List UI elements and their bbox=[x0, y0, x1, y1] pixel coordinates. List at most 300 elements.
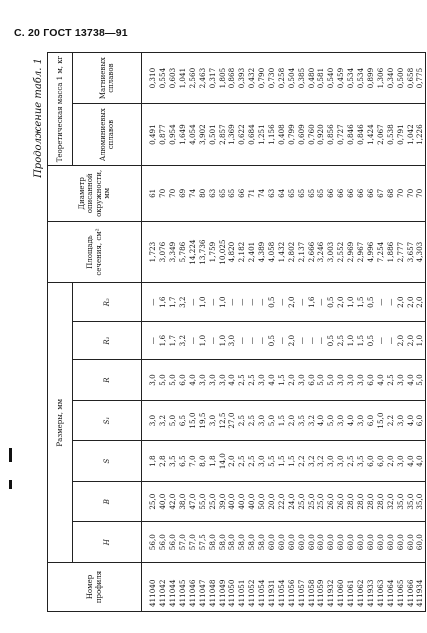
table-cell: 60,0 bbox=[356, 522, 366, 563]
table-cell: 68 bbox=[385, 165, 395, 221]
table-cell: 1,0 bbox=[415, 321, 425, 359]
table-cell: 39,0 bbox=[217, 481, 227, 522]
table-cell: 4,0 bbox=[316, 400, 326, 441]
table-cell: — bbox=[207, 283, 217, 321]
table-cell: 6,0 bbox=[366, 441, 376, 482]
table-cell: 4,0 bbox=[375, 360, 385, 401]
table-cell: 2,0 bbox=[286, 360, 296, 401]
table-cell: 26,0 bbox=[336, 481, 346, 522]
table-cell: 4,0 bbox=[405, 360, 415, 401]
table-cell: 1,042 bbox=[405, 104, 415, 166]
table-cell: — bbox=[247, 321, 257, 359]
table-cell: 2,137 bbox=[296, 221, 306, 283]
table-cell: 5,786 bbox=[178, 221, 188, 283]
table-cell: 0,5 bbox=[267, 321, 277, 359]
table-cell: 2,067 bbox=[375, 104, 385, 166]
table-cell: 4,820 bbox=[227, 221, 237, 283]
table-cell: 2,0 bbox=[286, 283, 296, 321]
table-cell: 63 bbox=[267, 165, 277, 221]
table-row bbox=[316, 53, 326, 612]
table-cell: 15,0 bbox=[375, 400, 385, 441]
table-row bbox=[188, 53, 198, 612]
table-cell: 3,0 bbox=[395, 360, 405, 401]
table-cell: 2,0 bbox=[286, 321, 296, 359]
table-cell: 4,0 bbox=[405, 441, 415, 482]
table-cell: 1,424 bbox=[366, 104, 376, 166]
table-cell: — bbox=[375, 283, 385, 321]
profile-number-cell: 411054 bbox=[277, 562, 287, 611]
table-cell: 60,0 bbox=[316, 522, 326, 563]
table-row bbox=[277, 53, 287, 612]
table-cell: 3,2 bbox=[306, 400, 316, 441]
table-cell: 2,5 bbox=[247, 360, 257, 401]
table-cell: 2,0 bbox=[286, 400, 296, 441]
table-cell: 0,877 bbox=[158, 104, 168, 166]
table-cell: 0,385 bbox=[296, 53, 306, 104]
table-cell: 25,0 bbox=[207, 481, 217, 522]
table-cell: 60,0 bbox=[286, 522, 296, 563]
table-cell: 3,5 bbox=[168, 441, 178, 482]
table-cell: 1,226 bbox=[415, 104, 425, 166]
table-cell: 5,0 bbox=[267, 400, 277, 441]
table-cell: 2,5 bbox=[247, 441, 257, 482]
table-cell: 2,5 bbox=[237, 441, 247, 482]
table-cell: 0,5 bbox=[326, 321, 336, 359]
table-cell: 70 bbox=[168, 165, 178, 221]
table-cell: 2,2 bbox=[296, 441, 306, 482]
table-cell: — bbox=[277, 321, 287, 359]
table-cell: 60,0 bbox=[336, 522, 346, 563]
table-cell: 0,775 bbox=[415, 53, 425, 104]
table-cell: 0,432 bbox=[247, 53, 257, 104]
header-area: Площадь сечения, см² bbox=[48, 221, 142, 283]
table-cell: 2,2 bbox=[385, 400, 395, 441]
profile-number-cell: 411066 bbox=[405, 562, 415, 611]
table-cell: 1,6 bbox=[158, 321, 168, 359]
table-cell: 2,802 bbox=[286, 221, 296, 283]
profile-number-cell: 411048 bbox=[207, 562, 217, 611]
table-cell: 1,0 bbox=[197, 283, 207, 321]
table-cell: 6,0 bbox=[366, 360, 376, 401]
table-cell: 6,0 bbox=[306, 360, 316, 401]
table-row bbox=[356, 53, 366, 612]
table-cell: 2,0 bbox=[405, 321, 415, 359]
table-cell: 4,0 bbox=[405, 400, 415, 441]
table-cell: 3,0 bbox=[346, 360, 356, 401]
table-cell: 4,996 bbox=[366, 221, 376, 283]
table-cell: — bbox=[257, 321, 267, 359]
table-cell: 5,0 bbox=[316, 360, 326, 401]
profile-number-cell: 411045 bbox=[178, 562, 188, 611]
table-cell: 0,500 bbox=[395, 53, 405, 104]
rotated-table-block bbox=[30, 52, 425, 612]
table-cell: 2,0 bbox=[227, 441, 237, 482]
table-cell: 4,303 bbox=[415, 221, 425, 283]
table-cell: 1,0 bbox=[217, 283, 227, 321]
table-cell: 28,0 bbox=[346, 481, 356, 522]
table-cell: 42,0 bbox=[168, 481, 178, 522]
table-cell: 0,856 bbox=[326, 104, 336, 166]
table-row bbox=[237, 53, 247, 612]
table-cell: 28,0 bbox=[375, 481, 385, 522]
table-cell: 1,0 bbox=[346, 283, 356, 321]
table-cell: 66 bbox=[336, 165, 346, 221]
table-cell: 22,0 bbox=[277, 481, 287, 522]
table-cell: — bbox=[247, 283, 257, 321]
table-cell: 0,799 bbox=[286, 104, 296, 166]
table-cell: 0,609 bbox=[296, 104, 306, 166]
profile-number-cell: 411063 bbox=[375, 562, 385, 611]
table-cell: — bbox=[316, 321, 326, 359]
table-cell: 4,0 bbox=[415, 441, 425, 482]
table-cell: 1,7 bbox=[168, 321, 178, 359]
table-cell: 25,0 bbox=[316, 481, 326, 522]
table-cell: 0,727 bbox=[336, 104, 346, 166]
table-cell: 6,0 bbox=[415, 400, 425, 441]
table-cell: 6,0 bbox=[366, 400, 376, 441]
table-cell: 55,0 bbox=[197, 481, 207, 522]
table-cell: 35,0 bbox=[405, 481, 415, 522]
table-row bbox=[142, 53, 158, 612]
table-cell: — bbox=[188, 321, 198, 359]
table-cell: 0,317 bbox=[207, 53, 217, 104]
table-cell: 2,401 bbox=[247, 221, 257, 283]
table-row bbox=[296, 53, 306, 612]
table-cell: 2,967 bbox=[356, 221, 366, 283]
table-cell: 1,8 bbox=[142, 441, 158, 482]
table-cell: 1,0 bbox=[346, 321, 356, 359]
table-cell: 1,5 bbox=[356, 321, 366, 359]
table-cell: 0,459 bbox=[336, 53, 346, 104]
profile-number-cell: 411040 bbox=[142, 562, 158, 611]
table-cell: 28,0 bbox=[366, 481, 376, 522]
header-profile-no: Номер профиля bbox=[48, 562, 142, 611]
table-cell: 0,684 bbox=[247, 104, 257, 166]
table-row bbox=[326, 53, 336, 612]
table-cell: 60,0 bbox=[326, 522, 336, 563]
table-cell: 63 bbox=[207, 165, 217, 221]
table-cell: 4,0 bbox=[227, 360, 237, 401]
table-cell: 56,0 bbox=[142, 522, 158, 563]
table-cell: 80 bbox=[197, 165, 207, 221]
table-cell: 3,0 bbox=[257, 441, 267, 482]
table-cell: 61 bbox=[142, 165, 158, 221]
table-cell: 6,0 bbox=[375, 441, 385, 482]
table-cell: 2,5 bbox=[385, 360, 395, 401]
table-cell: 4,0 bbox=[188, 360, 198, 401]
table-cell: 1,759 bbox=[207, 221, 217, 283]
profile-number-cell: 411058 bbox=[306, 562, 316, 611]
table-cell: 4,0 bbox=[267, 360, 277, 401]
table-cell: 1,5 bbox=[277, 400, 287, 441]
table-row bbox=[197, 53, 207, 612]
profile-number-cell: 411934 bbox=[415, 562, 425, 611]
table-row bbox=[168, 53, 178, 612]
table-cell: 74 bbox=[257, 165, 267, 221]
margin-mark bbox=[9, 480, 12, 489]
table-cell: 58,0 bbox=[237, 522, 247, 563]
profile-number-cell: 411064 bbox=[385, 562, 395, 611]
table-cell: 66 bbox=[326, 165, 336, 221]
table-cell: 0,540 bbox=[326, 53, 336, 104]
table-cell: 1,886 bbox=[385, 221, 395, 283]
profile-number-cell: 411933 bbox=[366, 562, 376, 611]
profile-number-cell: 411932 bbox=[326, 562, 336, 611]
profile-number-cell: 411054 bbox=[257, 562, 267, 611]
table-cell: 0,658 bbox=[405, 53, 415, 104]
header-r2: R₂ bbox=[73, 283, 142, 321]
table-cell: 3,0 bbox=[207, 360, 217, 401]
table-cell: 0,5 bbox=[366, 283, 376, 321]
header-h: H bbox=[73, 522, 142, 563]
profile-number-cell: 411059 bbox=[316, 562, 326, 611]
table-cell: 3,2 bbox=[158, 400, 168, 441]
profile-number-cell: 411044 bbox=[168, 562, 178, 611]
table-cell: 60,0 bbox=[415, 522, 425, 563]
table-cell: 1,8 bbox=[207, 441, 217, 482]
table-cell: 3,0 bbox=[227, 321, 237, 359]
table-cell: 5,0 bbox=[415, 360, 425, 401]
table-cell: 3,2 bbox=[316, 441, 326, 482]
table-cell: 0,5 bbox=[366, 321, 376, 359]
profile-number-cell: 411062 bbox=[356, 562, 366, 611]
table-cell: — bbox=[316, 283, 326, 321]
table-caption: Продолжение табл. 1 bbox=[33, 58, 44, 178]
table-cell: 50,0 bbox=[257, 481, 267, 522]
table-cell: 1,805 bbox=[217, 53, 227, 104]
header-dimensions: Размеры, мм bbox=[48, 283, 73, 562]
table-cell: 0,480 bbox=[306, 53, 316, 104]
table-cell: 69 bbox=[178, 165, 188, 221]
table-cell: 3,0 bbox=[356, 400, 366, 441]
table-cell: 2,560 bbox=[188, 53, 198, 104]
table-cell: 3,0 bbox=[395, 441, 405, 482]
table-cell: 38,0 bbox=[178, 481, 188, 522]
table-cell: 0,554 bbox=[158, 53, 168, 104]
table-cell: 40,0 bbox=[237, 481, 247, 522]
table-cell: 60,0 bbox=[346, 522, 356, 563]
table-cell: 1,369 bbox=[227, 104, 237, 166]
table-cell: 2,5 bbox=[346, 441, 356, 482]
table-cell: 4,054 bbox=[188, 104, 198, 166]
table-cell: 60,0 bbox=[405, 522, 415, 563]
table-cell: 35,0 bbox=[415, 481, 425, 522]
table-cell: 65 bbox=[227, 165, 237, 221]
profile-number-cell: 411049 bbox=[217, 562, 227, 611]
table-cell: 1,6 bbox=[306, 283, 316, 321]
table-row bbox=[336, 53, 346, 612]
table-cell: — bbox=[385, 283, 395, 321]
table-row bbox=[375, 53, 385, 612]
table-cell: 0,310 bbox=[142, 53, 158, 104]
table-cell: 5,0 bbox=[326, 400, 336, 441]
table-cell: 1,5 bbox=[356, 283, 366, 321]
table-cell: 65 bbox=[286, 165, 296, 221]
table-cell: 60,0 bbox=[366, 522, 376, 563]
table-cell: 0,581 bbox=[316, 53, 326, 104]
table-cell: 3,657 bbox=[405, 221, 415, 283]
table-cell: 2,182 bbox=[237, 221, 247, 283]
table-cell: 66 bbox=[237, 165, 247, 221]
profile-number-cell: 411060 bbox=[336, 562, 346, 611]
table-cell: 3,0 bbox=[142, 360, 158, 401]
table-cell: 2,5 bbox=[336, 321, 346, 359]
table-cell: 2,463 bbox=[197, 53, 207, 104]
table-cell: 2,0 bbox=[336, 283, 346, 321]
table-cell: — bbox=[188, 283, 198, 321]
table-cell: 57,5 bbox=[197, 522, 207, 563]
table-cell: 2,0 bbox=[415, 283, 425, 321]
table-cell: 3,0 bbox=[336, 441, 346, 482]
table-cell: 0,868 bbox=[227, 53, 237, 104]
table-cell: 1,0 bbox=[217, 321, 227, 359]
table-cell: 20,0 bbox=[267, 481, 277, 522]
table-cell: 4,058 bbox=[267, 221, 277, 283]
table-cell: — bbox=[306, 321, 316, 359]
table-cell: 58,0 bbox=[247, 522, 257, 563]
profile-number-cell: 411051 bbox=[237, 562, 247, 611]
table-cell: — bbox=[227, 283, 237, 321]
table-cell: 2,666 bbox=[306, 221, 316, 283]
profile-number-cell: 411047 bbox=[197, 562, 207, 611]
table-cell: 3,0 bbox=[326, 441, 336, 482]
table-row bbox=[366, 53, 376, 612]
table-cell: 0,5 bbox=[267, 283, 277, 321]
table-cell: 4,0 bbox=[346, 400, 356, 441]
table-cell: 3,349 bbox=[168, 221, 178, 283]
table-cell: 12,5 bbox=[217, 400, 227, 441]
table-cell: 3,076 bbox=[158, 221, 168, 283]
table-cell: 3,2 bbox=[178, 321, 188, 359]
table-cell: 0,730 bbox=[267, 53, 277, 104]
table-cell: 70 bbox=[415, 165, 425, 221]
table-cell: 7,0 bbox=[188, 441, 198, 482]
table-cell: 0,501 bbox=[207, 104, 217, 166]
table-row bbox=[306, 53, 316, 612]
profile-number-cell: 411050 bbox=[227, 562, 237, 611]
table-cell: 10,025 bbox=[217, 221, 227, 283]
table-cell: 3,5 bbox=[356, 441, 366, 482]
header-diameter: Диаметр описанной окружности, мм bbox=[48, 165, 142, 221]
table-cell: 3,0 bbox=[197, 360, 207, 401]
table-cell: 5,0 bbox=[168, 360, 178, 401]
table-cell: — bbox=[385, 321, 395, 359]
header-theoretical-mass: Теоретическая масса 1 м, кг bbox=[48, 53, 73, 166]
table-cell: — bbox=[296, 283, 306, 321]
table-cell: 5,0 bbox=[158, 360, 168, 401]
table-cell: 5,5 bbox=[267, 441, 277, 482]
profile-number-cell: 411057 bbox=[296, 562, 306, 611]
table-cell: 58,0 bbox=[217, 522, 227, 563]
table-cell: 66 bbox=[346, 165, 356, 221]
table-row bbox=[178, 53, 188, 612]
table-cell: 0,899 bbox=[366, 53, 376, 104]
table-cell: 2,857 bbox=[217, 104, 227, 166]
table-cell: — bbox=[237, 321, 247, 359]
table-cell: 5,0 bbox=[168, 400, 178, 441]
table-cell: 40,0 bbox=[247, 481, 257, 522]
table-cell: 0,534 bbox=[356, 53, 366, 104]
table-cell: 1,723 bbox=[142, 221, 158, 283]
table-cell: 0,920 bbox=[316, 104, 326, 166]
table-cell: 0,846 bbox=[356, 104, 366, 166]
table-cell: 3,2 bbox=[306, 441, 316, 482]
table-cell: 0,340 bbox=[385, 53, 395, 104]
table-cell: 3,2 bbox=[178, 283, 188, 321]
profile-number-cell: 411065 bbox=[395, 562, 405, 611]
table-cell: 60,0 bbox=[277, 522, 287, 563]
table-cell: 58,0 bbox=[227, 522, 237, 563]
table-cell: 8,0 bbox=[197, 441, 207, 482]
table-cell: 14,224 bbox=[188, 221, 198, 283]
table-cell: 3,0 bbox=[257, 360, 267, 401]
table-cell: 56,0 bbox=[168, 522, 178, 563]
table-row bbox=[395, 53, 405, 612]
table-cell: — bbox=[237, 283, 247, 321]
table-cell: 0,791 bbox=[395, 104, 405, 166]
table-cell: — bbox=[257, 283, 267, 321]
table-cell: 2,5 bbox=[237, 360, 247, 401]
table-cell: 70 bbox=[405, 165, 415, 221]
table-cell: 6,0 bbox=[178, 360, 188, 401]
table-row bbox=[385, 53, 395, 612]
header-s1: S₁ bbox=[73, 400, 142, 441]
table-cell: 3,5 bbox=[296, 400, 306, 441]
page-header: С. 20 ГОСТ 13738—91 bbox=[14, 27, 128, 39]
table-cell: 60,0 bbox=[267, 522, 277, 563]
table-cell: 3,0 bbox=[142, 400, 158, 441]
table-cell: 71 bbox=[247, 165, 257, 221]
table-cell: 60,0 bbox=[296, 522, 306, 563]
table-cell: 0,846 bbox=[346, 104, 356, 166]
table-cell: 0,954 bbox=[168, 104, 178, 166]
table-cell: 1,0 bbox=[197, 321, 207, 359]
profile-table bbox=[47, 52, 426, 612]
table-cell: 1,432 bbox=[277, 221, 287, 283]
table-cell: — bbox=[296, 321, 306, 359]
table-cell: 57,0 bbox=[178, 522, 188, 563]
table-cell: 4,389 bbox=[257, 221, 267, 283]
table-cell: 3,0 bbox=[356, 360, 366, 401]
table-cell: — bbox=[375, 321, 385, 359]
table-cell: 25,0 bbox=[296, 481, 306, 522]
table-cell: 65 bbox=[217, 165, 227, 221]
table-cell: — bbox=[142, 283, 158, 321]
table-cell: 26,0 bbox=[326, 481, 336, 522]
table-cell: 1,6 bbox=[158, 283, 168, 321]
table-cell: 60,0 bbox=[385, 522, 395, 563]
table-cell: 0,790 bbox=[257, 53, 267, 104]
table-cell: 35,0 bbox=[395, 481, 405, 522]
table-cell: 1,5 bbox=[286, 441, 296, 482]
table-row bbox=[217, 53, 227, 612]
table-cell: 58,0 bbox=[257, 522, 267, 563]
header-r1: R₁ bbox=[73, 321, 142, 359]
table-cell: 2,552 bbox=[336, 221, 346, 283]
table-cell: — bbox=[277, 283, 287, 321]
table-cell: 24,0 bbox=[286, 481, 296, 522]
table-row bbox=[207, 53, 217, 612]
table-cell: 5,0 bbox=[326, 360, 336, 401]
table-cell: — bbox=[142, 321, 158, 359]
table-cell: 58,0 bbox=[207, 522, 217, 563]
table-cell: 3,0 bbox=[336, 360, 346, 401]
table-cell: 3,246 bbox=[316, 221, 326, 283]
table-cell: 1,156 bbox=[267, 104, 277, 166]
table-row bbox=[158, 53, 168, 612]
profile-number-cell: 411056 bbox=[286, 562, 296, 611]
table-cell: 27,0 bbox=[227, 400, 237, 441]
